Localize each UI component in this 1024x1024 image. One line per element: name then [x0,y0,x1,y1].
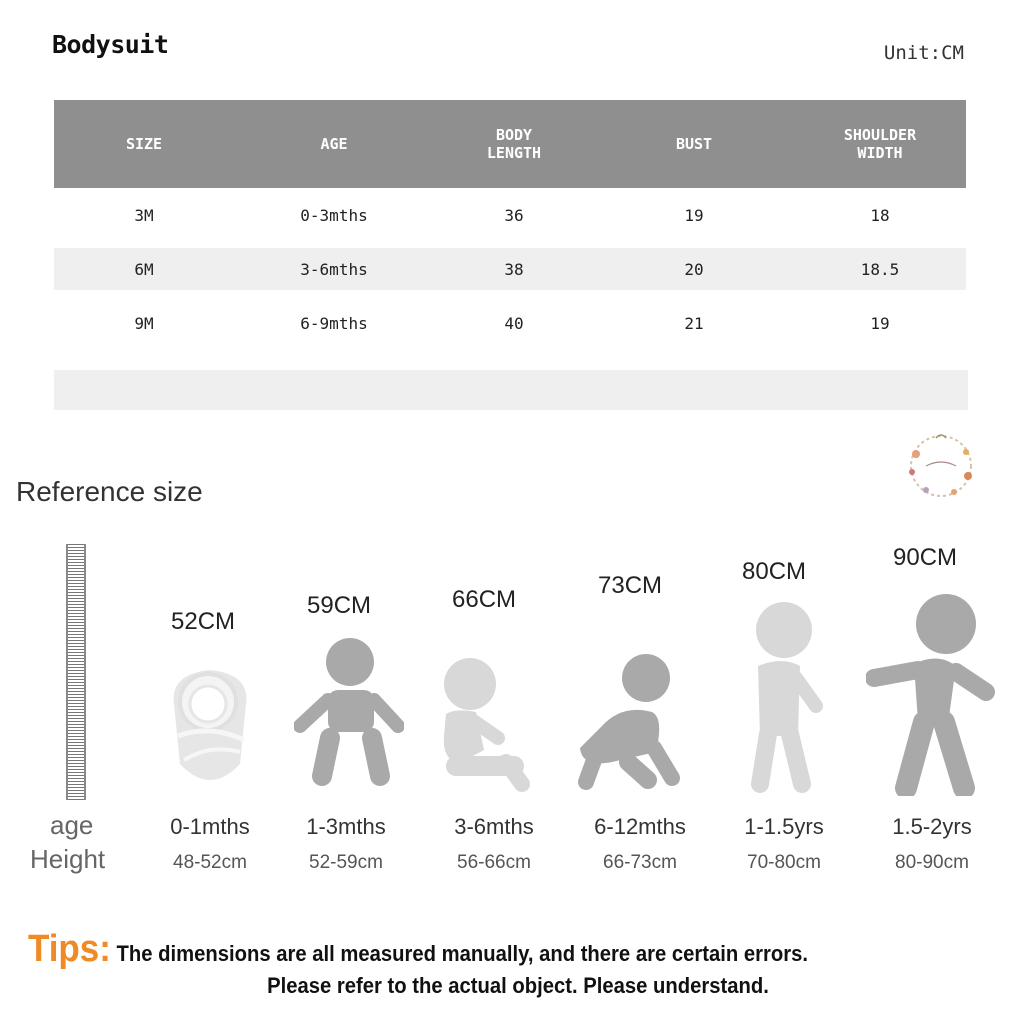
height-range-value: 70-80cm [747,852,821,873]
age-value: 0-1mths [170,814,250,839]
height-range-value: 56-66cm [457,852,531,873]
age-value: 6-12mths [594,814,686,839]
table-body [54,188,966,350]
age-value: 1.5-2yrs [892,814,972,839]
height-label: 80CM [742,558,807,585]
tips-section [28,928,1008,999]
table-row [54,188,966,242]
cell-size: 3M [134,205,154,225]
table-row [54,296,966,350]
age-value: 1-3mths [306,814,386,839]
header-bust: BUST [675,135,713,153]
cell-body-length: 38 [504,259,524,279]
cell-bust: 19 [684,205,704,225]
cell-age: 0-3mths [300,205,368,225]
height-label: 66CM [452,586,517,613]
height-label: 90CM [893,544,958,571]
table-row [54,248,966,290]
infant-lying-icon [294,636,404,796]
cell-body-length: 36 [504,205,524,225]
height-label: 52CM [171,608,236,635]
walking-child-icon [866,592,996,796]
age-row-label: age [50,810,94,840]
cell-shoulder-width: 18.5 [860,259,900,279]
header-age: AGE [320,135,348,153]
height-ruler-icon [66,544,86,800]
sitting-baby-icon [436,654,536,794]
table-empty-row [54,370,968,410]
height-row-label: Height [30,844,106,874]
height-range-value: 52-59cm [309,852,383,873]
cell-body-length: 40 [504,313,524,333]
age-value: 1-1.5yrs [744,814,824,839]
cell-shoulder-width: 19 [870,313,890,333]
header-shoulder-width: SHOULDER WIDTH [843,126,917,162]
tips-line-1 [28,928,930,971]
height-range-value: 66-73cm [603,852,677,873]
size-table [54,100,966,350]
tips-text-2: Please refer to the actual object. Please understand. [267,973,769,998]
height-label: 59CM [307,592,372,619]
swaddled-newborn-icon [160,664,260,794]
crawling-baby-icon [572,652,692,792]
cell-bust: 21 [684,313,704,333]
standing-toddler-icon [738,600,828,796]
page-title: Bodysuit [52,30,169,59]
tips-text-1: The dimensions are all measured manually, and there are certain errors. [116,941,808,966]
header-body-length: BODY LENGTH [486,126,542,162]
tips-label: Tips: [28,928,111,970]
cell-age: 3-6mths [300,259,368,279]
unit-label: Unit:CM [883,42,964,64]
cell-size: 9M [134,313,154,333]
reference-size-title: Reference size [16,476,203,507]
height-label: 73CM [598,572,663,599]
cell-age: 6-9mths [300,313,368,333]
table-header [54,100,966,188]
cell-shoulder-width: 18 [870,205,890,225]
shop-logo-icon [896,426,986,506]
height-range-value: 48-52cm [173,852,247,873]
header-size: SIZE [125,135,163,153]
height-range-value: 80-90cm [895,852,969,873]
age-value: 3-6mths [454,814,534,839]
cell-bust: 20 [684,259,704,279]
cell-size: 6M [134,259,154,279]
